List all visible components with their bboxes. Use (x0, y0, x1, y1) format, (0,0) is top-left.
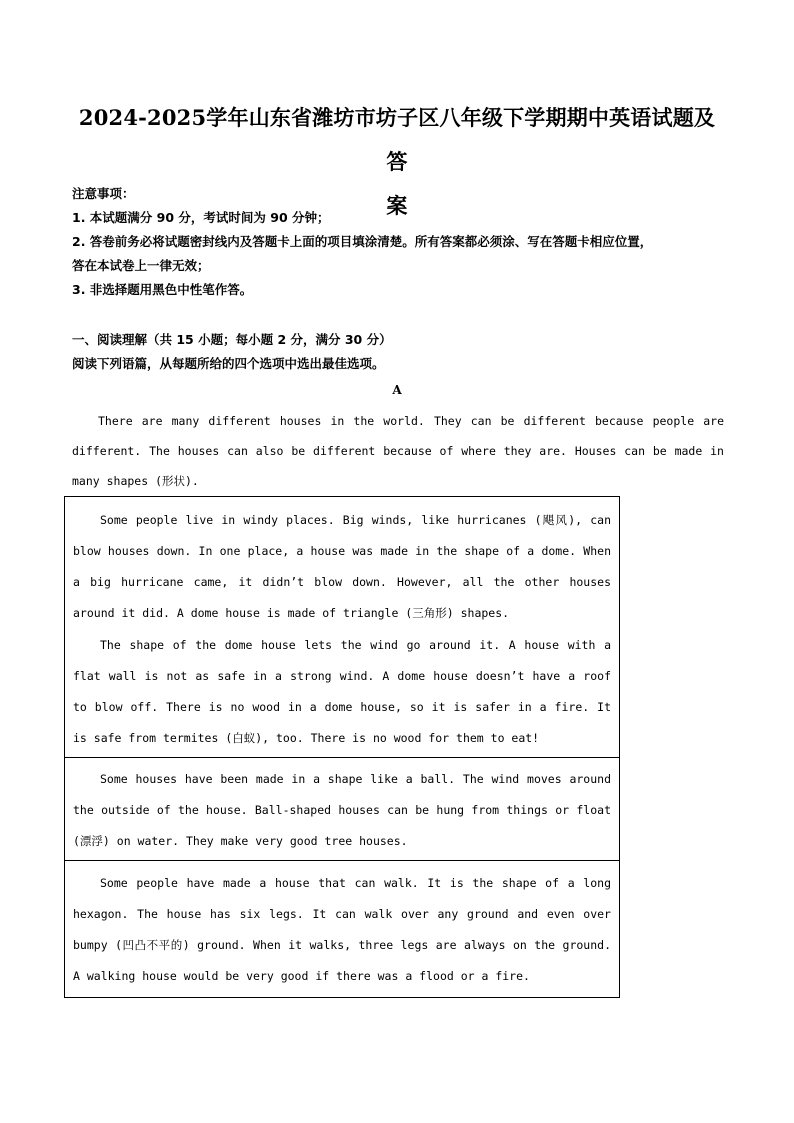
box-paragraph (73, 868, 611, 992)
section-heading: 一、阅读理解（共 15 小题；每小题 2 分，满分 30 分） (72, 332, 392, 347)
box-paragraph (73, 764, 611, 857)
box-paragraph (73, 630, 611, 754)
title-line-1: 2024-2025学年山东省潍坊市坊子区八年级下学期期中英语试题及答 (78, 105, 716, 174)
text-box-walking-house (64, 860, 620, 998)
notes-block (72, 182, 732, 302)
section-header (72, 328, 732, 376)
box-paragraph-text: Some people have made a house that can walk. It is the shape of a long hexagon. The house has six legs. It can walk over any ground and even over bumpy (凹凸不平的) ground. When it walks, three legs are always on the ground. A walking house would be very good if there was a flood or a fire. (73, 876, 611, 983)
section-instruction: 阅读下列语篇，从每题所给的四个选项中选出最佳选项。 (72, 356, 385, 371)
note-item: 答在本试卷上一律无效； (72, 258, 210, 273)
text-box-dome-house (64, 496, 620, 758)
box-paragraph-text: Some people live in windy places. Big winds, like hurricanes (飓风), can blow houses down. In one place, a house was made in the shape of a dome. When a big hurricane came, it didn’t blow down. However, all the other houses around it did. A dome house is made of triangle (三角形) shapes. (73, 513, 611, 620)
text-box-ball-house (64, 756, 620, 861)
note-item: 1. 本试题满分 90 分，考试时间为 90 分钟； (72, 210, 330, 225)
box-paragraph (73, 505, 611, 629)
box-paragraph-text: Some houses have been made in a shape like a ball. The wind moves around the outside of the house. Ball-shaped houses can be hung from things or float (漂浮) on water. They make very good tree houses. (73, 772, 611, 848)
passage-label: A (392, 383, 402, 397)
passage-intro-text: There are many different houses in the world. They can be different because people are different. The houses can also be different because of where they are. Houses can be made in many shapes (形状). (72, 414, 724, 488)
note-item: 2. 答卷前务必将试题密封线内及答题卡上面的项目填涂清楚。所有答案都必须涂、写在答题卡相应位置， (72, 234, 653, 249)
notes-heading: 注意事项： (72, 186, 135, 201)
passage-intro (72, 406, 724, 496)
title-line-2: 案 (386, 193, 408, 218)
note-item: 3. 非选择题用黑色中性笔作答。 (72, 282, 253, 297)
box-paragraph-text: The shape of the dome house lets the wind go around it. A house with a flat wall is not as safe in a strong wind. A dome house doesn’t have a roof to blow off. There is no wood in a dome house, so it is safer in a fire. It is safe from termites (白蚁), too. There is no wood for them to eat! (73, 638, 611, 745)
